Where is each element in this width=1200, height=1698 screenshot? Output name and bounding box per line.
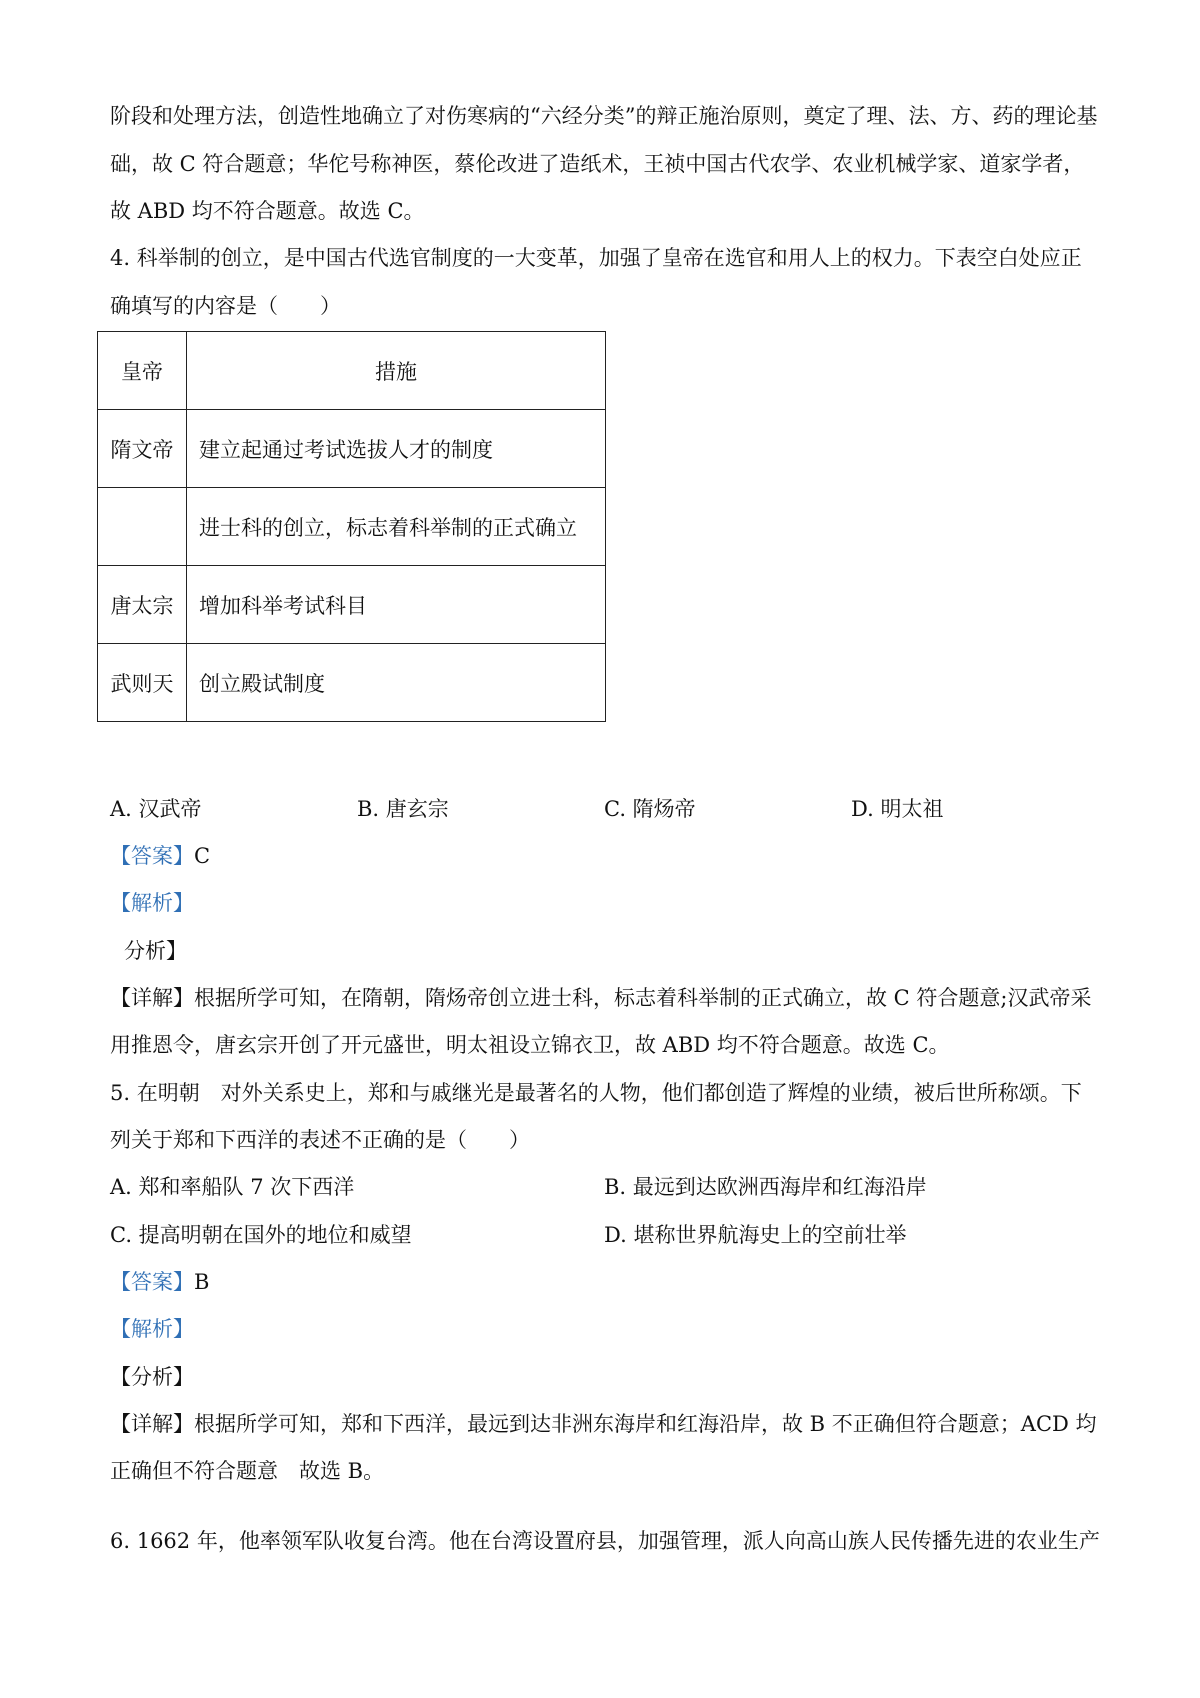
q3-explain-line-3: 故 ABD 均不符合题意。故选 C。 [110, 199, 425, 223]
row-emperor-blank [98, 488, 187, 566]
row-measure: 创立殿试制度 [187, 644, 606, 722]
detail-label: 【详解】 [110, 1412, 194, 1436]
q4-detail-line-1 [110, 983, 1092, 1013]
detail-text: 根据所学可知，郑和下西洋，最远到达非洲东海岸和红海沿岸，故 B 不正确但符合题意；ACD 均 [194, 1412, 1097, 1436]
q4-option-b: B. 唐玄宗 [357, 797, 449, 821]
detail-label: 【详解】 [110, 986, 194, 1010]
answer-value: B [194, 1270, 210, 1294]
q4-analysis-label: 【解析】 [110, 891, 194, 915]
q4-detail-line-2: 用推恩令，唐玄宗开创了开元盛世，明太祖设立锦衣卫，故 ABD 均不符合题意。故选 C。 [110, 1033, 950, 1057]
row-emperor: 隋文帝 [98, 410, 187, 488]
table-header-row [98, 332, 606, 410]
q5-stem-line-1: 5. 在明朝 对外关系史上，郑和与戚继光是最著名的人物，他们都创造了辉煌的业绩，被后世所称颂。下 [110, 1081, 1082, 1105]
q4-option-d: D. 明太祖 [851, 797, 944, 821]
q6-stem-line-1: 6. 1662 年，他率领军队收复台湾。他在台湾设置府县，加强管理，派人向高山族人民传播先进的农业生产 [110, 1529, 1100, 1553]
q5-option-d: D. 堪称世界航海史上的空前壮举 [604, 1223, 907, 1247]
q3-explain-line-2: 础，故 C 符合题意；华佗号称神医，蔡伦改进了造纸术，王祯中国古代农学、农业机械学家、道家学者， [110, 152, 1085, 176]
table-row [98, 410, 606, 488]
q4-table [97, 331, 606, 722]
q5-analysis-label: 【解析】 [110, 1317, 194, 1341]
header-emperor: 皇帝 [98, 332, 187, 410]
answer-value: C [194, 844, 211, 868]
q4-answer [110, 841, 210, 871]
q4-stem-line-1: 4. 科举制的创立，是中国古代选官制度的一大变革，加强了皇帝在选官和用人上的权力。下表空白处应正 [110, 246, 1082, 270]
q5-option-c: C. 提高明朝在国外的地位和威望 [110, 1223, 412, 1247]
q5-option-a: A. 郑和率船队 7 次下西洋 [110, 1175, 355, 1199]
table-row [98, 644, 606, 722]
row-measure: 增加科举考试科目 [187, 566, 606, 644]
q5-detail-line-2: 正确但不符合题意 故选 B。 [110, 1459, 385, 1483]
row-emperor: 唐太宗 [98, 566, 187, 644]
q4-stem-line-2: 确填写的内容是（ ） [110, 294, 341, 318]
q5-answer [110, 1267, 209, 1297]
row-measure: 建立起通过考试选拔人才的制度 [187, 410, 606, 488]
q4-fenxi: 分析】 [124, 939, 187, 963]
header-measure: 措施 [187, 332, 606, 410]
row-measure: 进士科的创立，标志着科举制的正式确立 [187, 488, 606, 566]
q4-option-c: C. 隋炀帝 [604, 797, 696, 821]
detail-text: 根据所学可知，在隋朝，隋炀帝创立进士科，标志着科举制的正式确立，故 C 符合题意;汉武帝采 [194, 986, 1092, 1010]
table-row [98, 566, 606, 644]
q5-detail-line-1 [110, 1409, 1097, 1439]
q4-option-a: A. 汉武帝 [110, 797, 202, 821]
answer-label: 【答案】 [110, 844, 194, 868]
row-emperor: 武则天 [98, 644, 187, 722]
q5-fenxi: 【分析】 [110, 1365, 194, 1389]
table-row [98, 488, 606, 566]
q3-explain-line-1: 阶段和处理方法，创造性地确立了对伤寒病的“六经分类”的辩正施治原则，奠定了理、法、方、药的理论基 [110, 104, 1098, 128]
q5-option-b: B. 最远到达欧洲西海岸和红海沿岸 [604, 1175, 927, 1199]
answer-label: 【答案】 [110, 1270, 194, 1294]
q5-stem-line-2: 列关于郑和下西洋的表述不正确的是（ ） [110, 1128, 530, 1152]
